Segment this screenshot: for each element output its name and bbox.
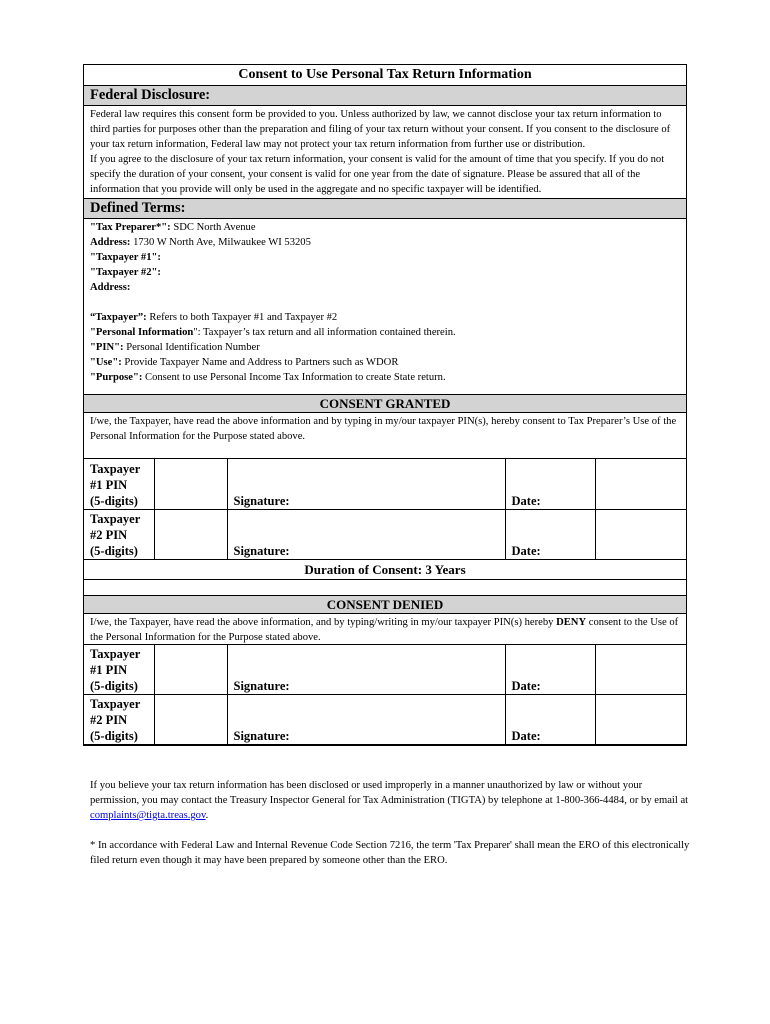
term-label: Address: [90,282,131,293]
term-value: SDC North Avenue [170,222,256,233]
taxpayer-2-signature-field[interactable] [227,509,505,559]
date-label: Date: [511,729,541,743]
federal-disclosure-heading: Federal Disclosure: [84,86,686,106]
consent-denied-table [84,645,686,746]
divider [84,580,686,596]
date-label-cell [505,645,595,695]
term-label: "Use": [90,357,122,368]
consent-denied-heading: CONSENT DENIED [84,596,686,614]
term-taxpayer-2 [90,265,680,280]
consent-duration: Duration of Consent: 3 Years [84,560,686,580]
date-label-cell [505,459,595,509]
term-taxpayer [90,310,680,325]
term-personal-information [90,325,680,340]
taxpayer-2-pin-input[interactable] [154,509,227,559]
signature-label: Signature: [233,729,290,743]
denied-taxpayer-2-date-input[interactable] [595,695,686,745]
term-label: "Taxpayer #2": [90,267,161,278]
table-row [84,459,686,509]
tax-preparer-footnote: * In accordance with Federal Law and Internal Revenue Code Section 7216, the term 'Tax Preparer' shall mean the ERO of this electronically filed return even though it may have been prepared by someone other than the ERO. [90,840,690,866]
denied-taxpayer-2-pin-input[interactable] [154,695,227,745]
signature-label: Signature: [233,543,290,558]
term-label: "Purpose": [90,372,143,383]
defined-terms-body [84,219,686,395]
term-value: 1730 W North Ave, Milwaukee WI 53205 [130,237,311,248]
denied-taxpayer-1-signature-field[interactable] [227,645,505,695]
taxpayer-1-signature-field[interactable] [227,459,505,509]
consent-granted-heading: CONSENT GRANTED [84,395,686,413]
tigta-notice: If you believe your tax return information has been disclosed or used improperly in a manner unauthorized by law or without your permission, you may contact the Treasury Inspector General for Tax Administration (TIGTA) by telephone at 1-800-366-4484, or by email at complaints@tigta.treas.gov. [90,780,689,821]
pin-label-cell: Taxpayer #1 PIN (5-digits) [84,645,154,695]
consent-denied-text: I/we, the Taxpayer, have read the above information, and by typing/writing in my/our taxpayer PIN(s) hereby DENY consent to the Use of the Personal Information for the Purpose stated above. [84,614,686,645]
table-row [84,695,686,745]
term-label: "PIN": [90,342,124,353]
term-label: "Tax Preparer*": [90,222,171,233]
term-value: ": Taxpayer’s tax return and all information contained therein. [193,327,456,338]
date-label-cell [505,509,595,559]
pin-label-cell: Taxpayer #2 PIN (5-digits) [84,509,154,559]
date-label: Date: [511,543,541,558]
term-use [90,355,680,370]
consent-granted-table [84,459,686,560]
signature-label: Signature: [233,493,290,508]
taxpayer-1-date-input[interactable] [595,459,686,509]
term-address [90,235,680,250]
term-label: “Taxpayer”: [90,312,147,323]
term-value: Personal Identification Number [123,342,260,353]
federal-disclosure-paragraph-2: If you agree to the disclosure of your tax return information, your consent is valid for the amount of time that you specify. If you do not specify the duration of your consent, your consent is valid for one year from the date of signature. Please be assured that all of the information that you provide will only be used in the aggregate and no specific taxpayer will be identified. [90,154,665,195]
date-label: Date: [511,679,541,693]
term-pin [90,340,680,355]
term-value: Consent to use Personal Income Tax Information to create State return. [142,372,446,383]
table-row [84,509,686,559]
consent-form [83,64,687,746]
pin-label-cell: Taxpayer #1 PIN (5-digits) [84,459,154,509]
term-label: Address: [90,237,131,248]
term-label: "Taxpayer #1": [90,252,161,263]
term-address-2 [90,280,680,295]
date-label-cell [505,695,595,745]
date-label: Date: [511,493,541,508]
denied-taxpayer-1-pin-input[interactable] [154,645,227,695]
taxpayer-1-pin-input[interactable] [154,459,227,509]
term-purpose [90,370,680,385]
taxpayer-2-date-input[interactable] [595,509,686,559]
term-tax-preparer [90,220,680,235]
table-row [84,645,686,695]
consent-granted-text: I/we, the Taxpayer, have read the above information and by typing in my/our taxpayer PIN(s), hereby consent to Tax Preparer’s Use of the Personal Information for the Purpose stated above. [84,413,686,459]
footer-notes [90,778,690,868]
tigta-email-link[interactable]: complaints@tigta.treas.gov [90,810,206,821]
denied-taxpayer-1-date-input[interactable] [595,645,686,695]
signature-label: Signature: [233,679,290,693]
term-taxpayer-1 [90,250,680,265]
pin-label-cell: Taxpayer #2 PIN (5-digits) [84,695,154,745]
form-title: Consent to Use Personal Tax Return Information [84,65,686,86]
denied-taxpayer-2-signature-field[interactable] [227,695,505,745]
federal-disclosure-paragraph-1: Federal law requires this consent form be provided to you. Unless authorized by law, we cannot disclose your tax return information to third parties for purposes other than the preparation and filing of your tax return without your consent. If you consent to the disclosure of your tax return information, Federal law may not protect your tax return information from further use or distribution. [90,109,671,150]
term-value: Refers to both Taxpayer #1 and Taxpayer #2 [146,312,338,323]
defined-terms-heading: Defined Terms: [84,199,686,219]
term-value: Provide Taxpayer Name and Address to Partners such as WDOR [121,357,399,368]
federal-disclosure-body [84,106,686,199]
term-label: "Personal Information [90,327,194,338]
